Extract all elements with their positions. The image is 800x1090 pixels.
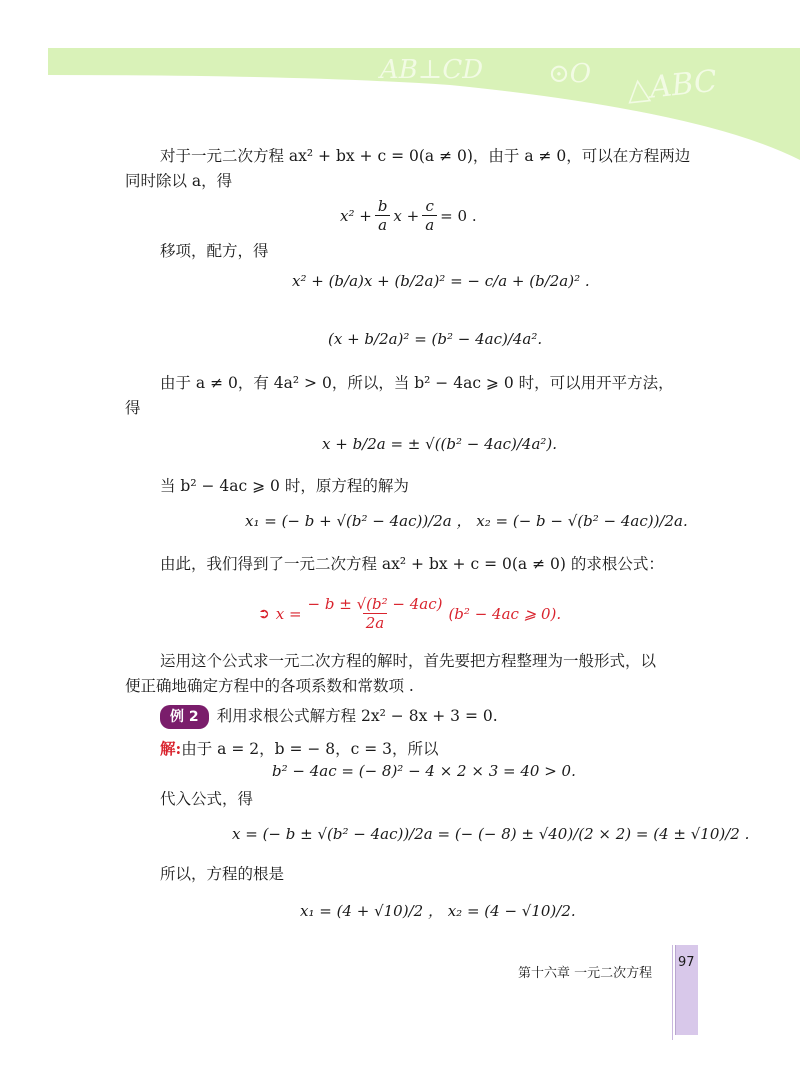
equation-5: x₁ = (− b + √(b² − 4ac))/2a ， x₂ = (− b − √(b² − 4ac))/2a. [245,512,688,530]
paragraph-1-line-2: 同时除以 a，得 [125,172,233,190]
equation-1 [340,197,477,234]
equation-8: x₁ = (4 + √10)/2 ， x₂ = (4 − √10)/2. [300,902,576,920]
paragraph-6-line-2: 便正确地确定方程中的各项系数和常数项 . [125,677,414,695]
formula-denominator: 2a [363,613,388,632]
solution-line [160,738,439,760]
paragraph-7: 代入公式，得 [160,790,254,808]
formula-lhs: x = [275,604,302,623]
eq1-frac2-den: a [422,215,437,234]
eq1-frac-num: b [377,197,388,215]
formula-condition: (b² − 4ac ⩾ 0). [448,604,562,623]
eq1-frac2-num: c [425,197,434,215]
eq1-rhs: = 0 . [440,206,477,225]
equation-7: x = (− b ± √(b² − 4ac))/2a = (− (− 8) ± √40)/(2 × 2) = (4 ± √10)/2 . [232,825,750,843]
equation-2: x² + (b/a)x + (b/2a)² = − c/a + (b/2a)² . [292,272,590,290]
paragraph-4: 当 b² − 4ac ⩾ 0 时，原方程的解为 [160,477,409,495]
equation-3: (x + b/2a)² = (b² − 4ac)/4a². [328,330,543,348]
example-2 [160,705,498,729]
example-text: 利用求根公式解方程 2x² − 8x + 3 = 0. [216,707,498,725]
root-formula [258,595,561,632]
solution-text: 由于 a = 2，b = − 8，c = 3，所以 [181,740,439,758]
paragraph-3-line-1: 由于 a ≠ 0，有 4a² > 0，所以，当 b² − 4ac ⩾ 0 时，可以用开平方法， [160,374,674,392]
paragraph-2: 移项，配方，得 [160,242,269,260]
equation-4: x + b/2a = ± √((b² − 4ac)/4a²). [322,435,558,453]
page-number: 97 [678,955,695,970]
paragraph-1-line-1: 对于一元二次方程 ax² + bx + c = 0(a ≠ 0)，由于 a ≠ 0，可以在方程两边 [160,147,691,165]
paragraph-3-line-2: 得 [125,399,141,417]
page-number-tab [675,945,698,1035]
paragraph-6-line-1: 运用这个公式求一元二次方程的解时，首先要把方程整理为一般形式，以 [160,652,657,670]
formula-marker-icon: ➲ [258,605,270,622]
chapter-footer: 第十六章 一元二次方程 [518,966,653,981]
paragraph-8: 所以，方程的根是 [160,865,285,883]
svg-text:AB⊥CD: AB⊥CD [380,55,484,85]
paragraph-5: 由此，我们得到了一元二次方程 ax² + bx + c = 0(a ≠ 0) 的求根公式： [160,555,664,573]
solution-label: 解: [160,739,182,758]
formula-numerator: − b ± √(b² − 4ac) [307,595,443,613]
svg-text:⊙O: ⊙O [548,59,592,89]
equation-6: b² − 4ac = (− 8)² − 4 × 2 × 3 = 40 > 0. [272,762,576,780]
header-banner [0,0,800,160]
svg-text:△ABC: △ABC [625,63,719,108]
eq1-x-plus: x + [393,206,420,225]
eq1-frac-den: a [375,215,390,234]
margin-divider [672,945,673,1040]
example-badge: 例 2 [160,705,209,729]
eq1-lhs: x² + [340,206,372,225]
